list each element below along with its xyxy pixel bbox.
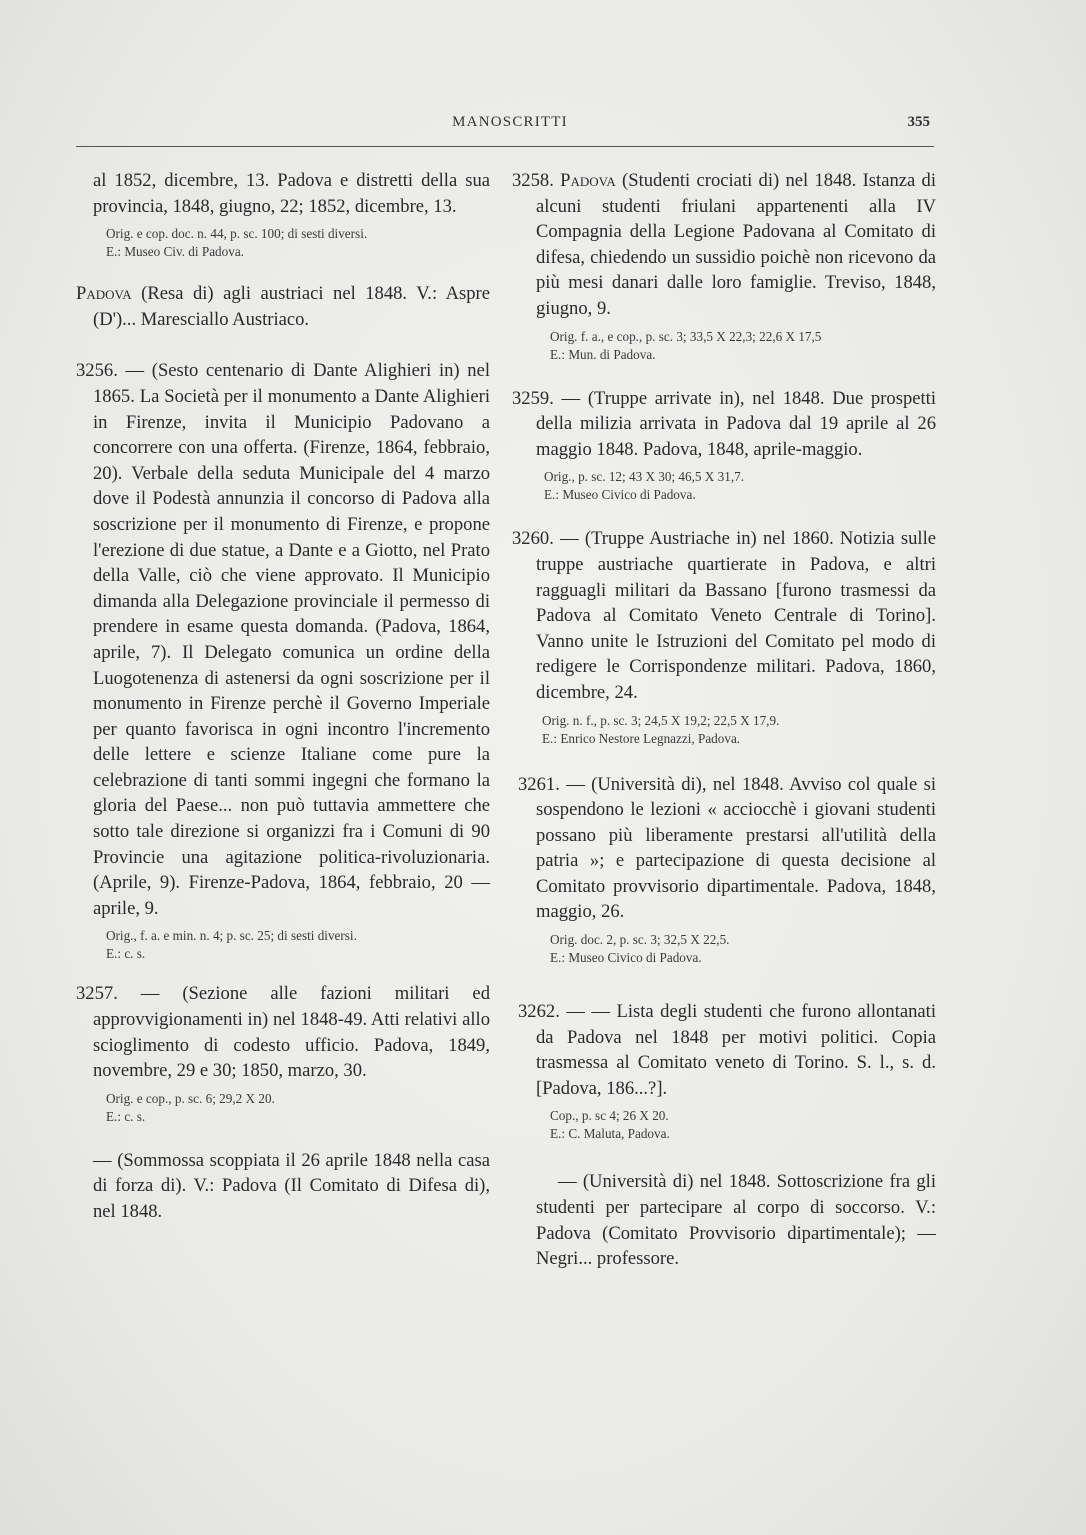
entry-text [512,772,936,926]
entry-body: (Resa di) agli austriaci nel 1848. V.: Aspre (D')... Maresciallo Austriaco. [93,283,490,330]
entry-text [512,526,936,705]
entry-3258 [512,168,936,364]
note-description: Orig. e cop. doc. n. 44, p. sc. 100; di sesti diversi. [106,226,368,242]
entry-heading: Padova [560,170,616,191]
entry-note [76,225,490,261]
entry-note [512,328,936,364]
note-description: Orig., f. a. e min. n. 4; p. sc. 25; di sesti diversi. [106,928,357,944]
entry-body: — — Lista degli studenti che furono allontanati da Padova nel 1848 per motivi politici. Copia trasmessa al Comitato veneto di Torino. S. l., s. d. [Padova, 186...?]. [536,1001,936,1099]
note-location: E.: C. Maluta, Padova. [550,1126,670,1142]
entry-text [76,981,490,1083]
note-description: Orig. f. a., e cop., p. sc. 3; 33,5 X 22,3; 22,6 X 17,5 [550,328,822,344]
entry-heading: Padova [76,283,132,305]
entry-note [76,927,490,963]
entry-number: 3257. [76,983,118,1005]
entry-3256 [76,358,490,963]
right-column [512,168,936,1298]
entry-note [512,1107,936,1143]
entry-body: — (Truppe arrivate in), nel 1848. Due prospetti della milizia arrivata in Padova dal 19 aprile al 26 maggio 1848. Padova, 1848, aprile-maggio. [536,387,936,460]
entry-text [76,281,490,332]
entry-number: 3262. [518,1001,560,1023]
page-header [88,114,932,138]
header-rule [76,146,934,147]
note-location: E.: c. s. [106,946,146,962]
entry-text [512,386,936,463]
entry-text [76,358,490,921]
entry-text [512,168,936,322]
entry-3257 [76,981,490,1125]
entry-number: 3259. [512,387,554,409]
entry-body: — (Università di), nel 1848. Avviso col quale si sospendono le lezioni « acciocchè i giovani studenti possano più liberamente prestarsi all'utilità della patria »; e partecipazione di questa decisione al Comitato provvisorio dipartimentale. Padova, 1848, maggio, 26. [536,773,936,923]
entry-text [512,999,936,1101]
entry-universita-sottoscrizione [512,1169,936,1271]
entry-sommossa [76,1148,490,1225]
note-description: Orig. doc. 2, p. sc. 3; 32,5 X 22,5. [550,932,730,948]
note-location: E.: Museo Civico di Padova. [544,487,696,503]
entry-number: 3256. [76,360,118,382]
entry-continued [76,168,490,261]
entry-number: 3261. [518,773,560,795]
entry-note [512,712,936,748]
note-location: E.: Museo Civ. di Padova. [106,244,244,260]
entry-3259 [512,386,936,505]
entry-number: 3258. [512,170,554,191]
entry-note [76,1090,490,1126]
note-description: Orig. n. f., p. sc. 3; 24,5 X 19,2; 22,5 X 17,9. [542,712,780,728]
note-location: E.: Museo Civico di Padova. [550,950,702,966]
entry-3261 [512,772,936,968]
entry-text: — (Sommossa scoppiata il 26 aprile 1848 nella casa di forza di). V.: Padova (Il Comitato di Difesa di), nel 1848. [93,1149,490,1222]
entry-body: (Studenti crociati di) nel 1848. Istanza di alcuni studenti friulani appartenenti alla IV Compagnia della Legione Padovana al Comitato di difesa, chiedendo un sussidio poichè non ricevono da più mesi danari dalle loro famiglie. Treviso, 1848, giugno, 9. [536,170,936,319]
entry-padova-resa [76,281,490,332]
entry-body: — (Sezione alle fazioni militari ed approvvigionamenti in) nel 1848-49. Atti relativi allo scioglimento di codesto ufficio. Padova, 1849, novembre, 29 e 30; 1850, marzo, 30. [93,983,490,1082]
entry-note [512,931,936,967]
running-title: MANOSCRITTI [452,114,568,130]
note-description: Orig. e cop., p. sc. 6; 29,2 X 20. [106,1090,275,1106]
entry-body: — (Sesto centenario di Dante Alighieri in) nel 1865. La Società per il monumento a Dante Alighieri in Firenze, invita il Municipio Padovano a concorrere con una offerta. (Firenze, 1864, febbraio, 20). Verbale della seduta Municipale del 4 marzo dove il Podestà annunzia il concorso di Padova alla soscrizione per il monumento di Firenze, e propone l'erezione di due statue, a Dante e a Giotto, nel Prato della Valle, ciò che viene approvato. Il Municipio dimanda alla Delegazione provinciale il permesso di prendere in esame questa domanda. (Padova, 1864, aprile, 7). Il Delegato comunica un ordine della Luogotenenza di astenersi da ogni soscrizione per il monumento in Firenze perchè il Governo Imperiale per quanto favorisca in ogni incontro l'incremento delle lettere e scienze Italiane come pure la celebrazione di tanti sommi ingegni che formano la gloria del Paese... non può tuttavia ammettere che sotto tale direzione si organizzi fra i Comuni di 90 Provincie una agitazione politica-rivoluzionaria. (Aprile, 9). Firenze-Padova, 1864, febbraio, 20 — aprile, 9. [93,360,490,919]
note-location: E.: c. s. [106,1108,146,1124]
entry-3262 [512,999,936,1143]
entry-note [512,468,936,504]
left-column [76,168,490,1251]
entry-number: 3260. [512,528,554,550]
entry-body: — (Truppe Austriache in) nel 1860. Notizia sulle truppe austriache quartierate in Padova, e altri ragguagli militari da Bassano [furono trasmessi da Padova al Comitato Veneto Centrale di Torino]. Vanno unite le Istruzioni del Comitato pel modo di redigere le Corrispondenze militari. Padova, 1860, dicembre, 24. [536,528,936,703]
entry-3260 [512,526,936,747]
note-location: E.: Enrico Nestore Legnazzi, Padova. [542,730,741,746]
entry-text: al 1852, dicembre, 13. Padova e distretti della sua provincia, 1848, giugno, 22; 1852, dicembre, 13. [93,170,490,217]
note-location: E.: Mun. di Padova. [550,346,656,362]
entry-text: — (Università di) nel 1848. Sottoscrizione fra gli studenti per partecipare al corpo di soccorso. V.: Padova (Comitato Provvisorio dipartimentale); — Negri... professore. [536,1171,936,1270]
note-description: Orig., p. sc. 12; 43 X 30; 46,5 X 31,7. [544,469,745,485]
page-number: 355 [907,114,930,130]
note-description: Cop., p. sc 4; 26 X 20. [550,1108,669,1124]
